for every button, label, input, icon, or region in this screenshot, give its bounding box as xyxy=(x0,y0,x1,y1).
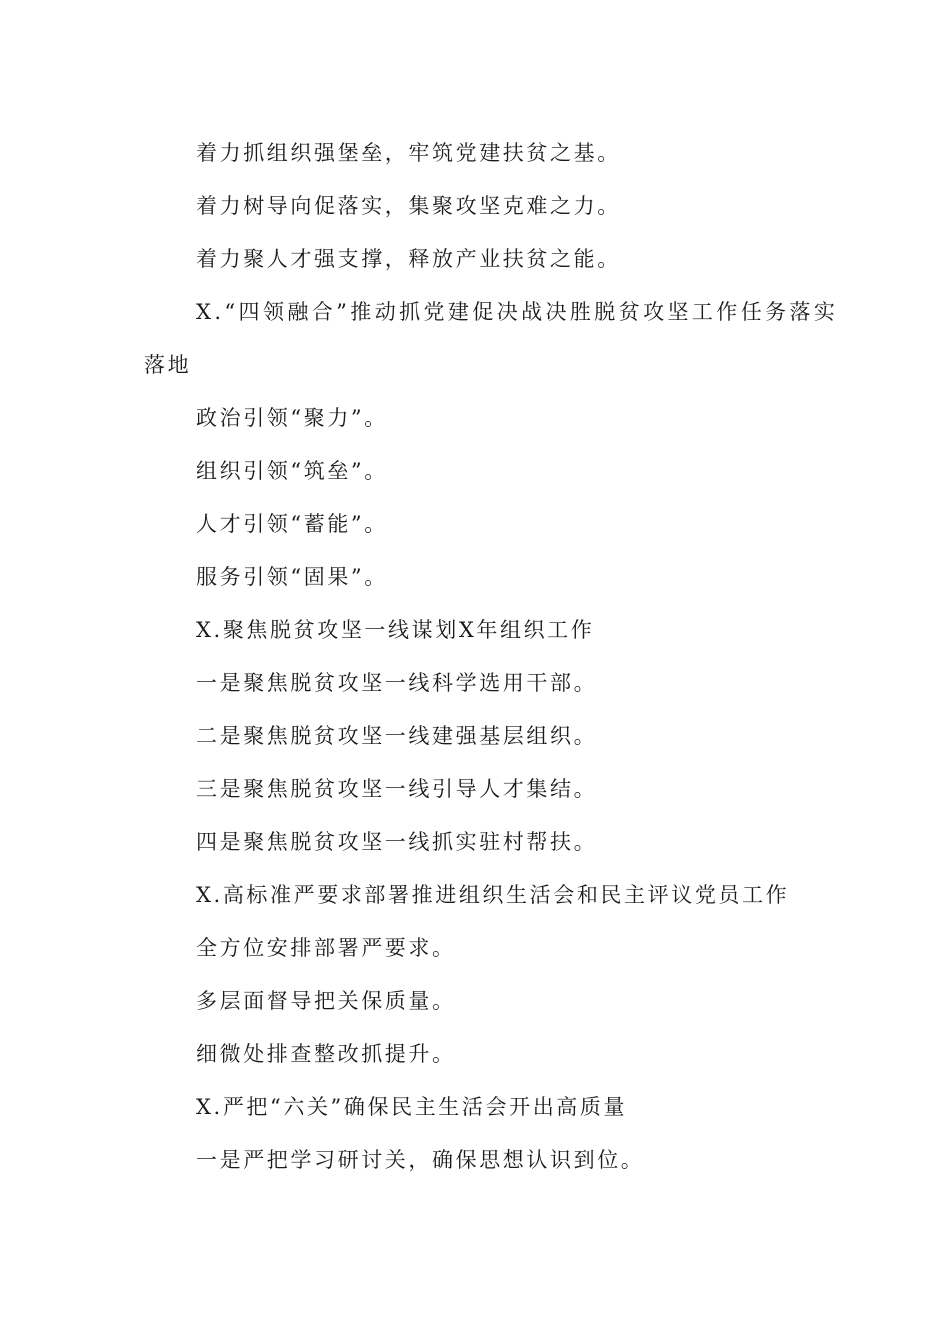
paragraph-focus-3: 三是聚焦脱贫攻坚一线引导人才集结。 xyxy=(196,777,598,801)
paragraph-standard-1: 全方位安排部署严要求。 xyxy=(196,936,456,960)
document-body xyxy=(144,127,839,1187)
paragraph-1: 着力抓组织强堡垒，牢筑党建扶贫之基。 xyxy=(196,141,621,165)
paragraph-service-lead: 服务引领“固果”。 xyxy=(196,565,388,589)
paragraph-organization-lead: 组织引领“筑垒”。 xyxy=(196,459,388,483)
paragraph-focus-2: 二是聚焦脱贫攻坚一线建强基层组织。 xyxy=(196,724,598,748)
paragraph-2: 着力树导向促落实，集聚攻坚克难之力。 xyxy=(196,194,621,218)
section-heading-line-1: X.“四领融合”推动抓党建促决战决胜脱贫攻坚工作任务落实 xyxy=(196,300,839,324)
paragraph-talent-lead: 人才引领“蓄能”。 xyxy=(196,512,388,536)
paragraph-focus-4: 四是聚焦脱贫攻坚一线抓实驻村帮扶。 xyxy=(196,830,598,854)
paragraph-standard-3: 细微处排查整改抓提升。 xyxy=(196,1042,456,1066)
section-heading-six-checks: X.严把“六关”确保民主生活会开出高质量 xyxy=(196,1095,628,1119)
section-heading-high-standard: X.高标准严要求部署推进组织生活会和民主评议党员工作 xyxy=(196,883,790,907)
section-heading-focus: X.聚焦脱贫攻坚一线谋划X年组织工作 xyxy=(196,618,595,642)
paragraph-check-1: 一是严把学习研讨关，确保思想认识到位。 xyxy=(196,1148,645,1172)
paragraph-3: 着力聚人才强支撑，释放产业扶贫之能。 xyxy=(196,247,621,271)
section-heading-four-leads xyxy=(144,286,839,392)
paragraph-political-lead: 政治引领“聚力”。 xyxy=(196,406,388,430)
paragraph-focus-1: 一是聚焦脱贫攻坚一线科学选用干部。 xyxy=(196,671,598,695)
section-heading-line-2: 落地 xyxy=(144,353,192,377)
paragraph-standard-2: 多层面督导把关保质量。 xyxy=(196,989,456,1013)
